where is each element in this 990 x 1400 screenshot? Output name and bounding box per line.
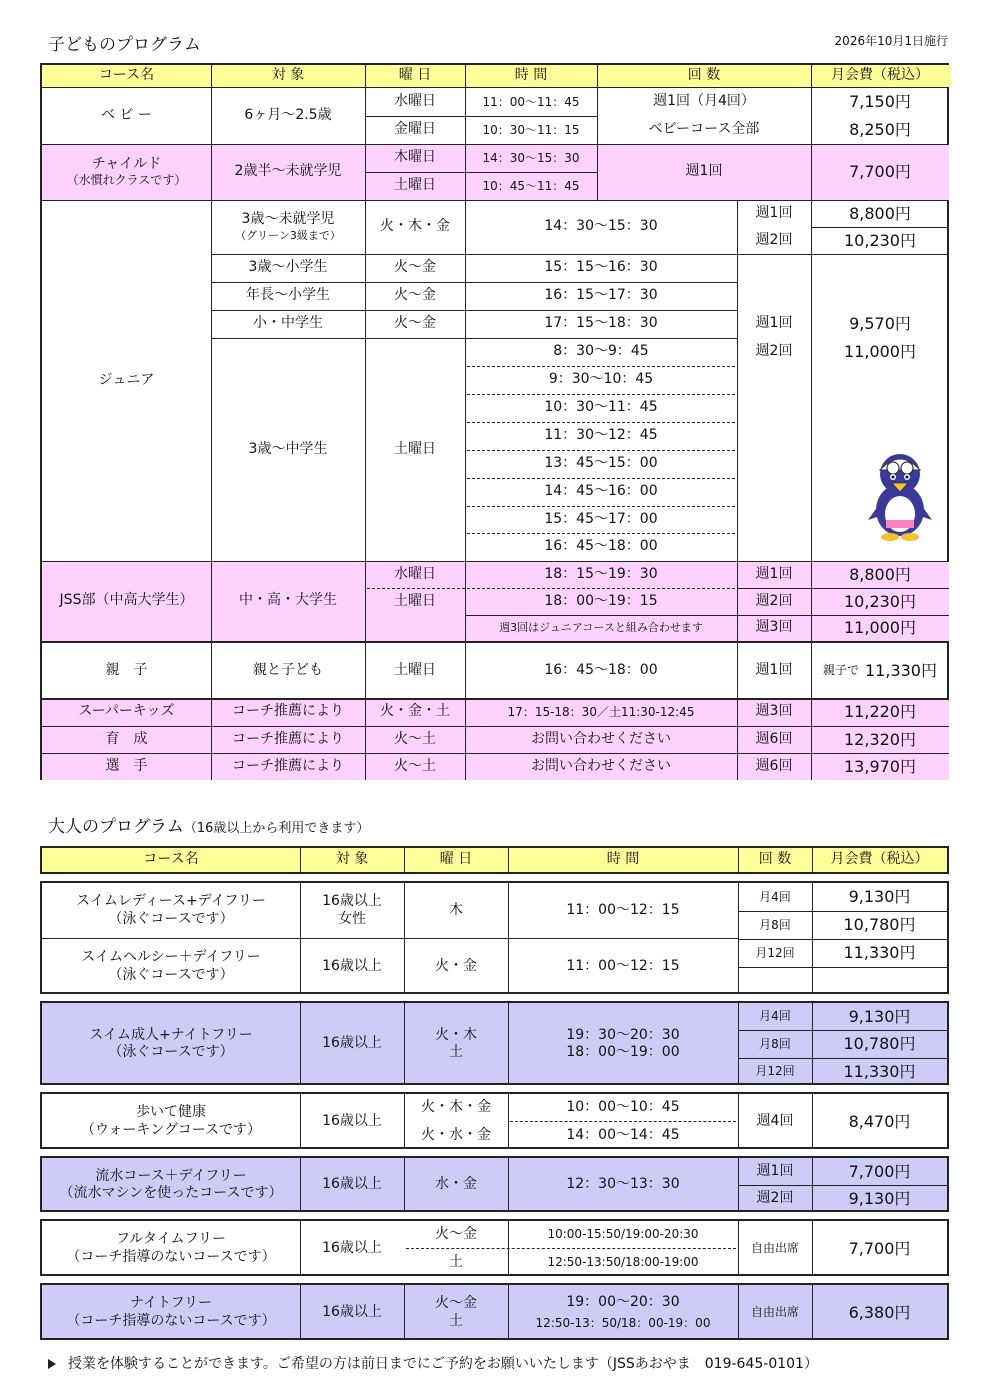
adult-day-group (40, 881, 949, 994)
junior-r1-target-main: 3歳～未就学児 (241, 211, 335, 228)
junior-count-2: 週2回 (755, 343, 793, 360)
jss-count-3: 週3回 (755, 619, 793, 636)
junior-r1-target-sub: （グリーン3級まで） (235, 228, 341, 242)
healthy-name-line1: スイムヘルシー＋デイフリー (81, 949, 261, 965)
adult-title-main: 大人のプログラム (48, 817, 184, 837)
adult-fulltime-group (40, 1219, 949, 1276)
jss-target: 中・高・大学生 (239, 592, 337, 609)
walk-day-1: 火・木・金 (421, 1098, 491, 1115)
junior-r2-day: 火～金 (394, 259, 436, 276)
junior-r1-target (211, 200, 365, 254)
baby-name: ベ ビ ー (101, 107, 152, 124)
ladies-target-line2: 女性 (338, 910, 366, 927)
junior-r4-time: 17：15～18：30 (544, 315, 658, 332)
super-time: 17：15-18：30／土11:30-12:45 (507, 704, 695, 719)
child-fee: 7,700円 (849, 162, 911, 181)
baby-target: 6ヶ月～2.5歳 (244, 107, 332, 124)
fulltime-day-2: 土 (449, 1253, 463, 1270)
junior-fee-1: 9,570円 (849, 314, 911, 333)
parent-count: 週1回 (755, 661, 793, 678)
night-target: 16歳以上 (322, 1035, 382, 1052)
senshu-count: 週6回 (755, 757, 793, 774)
night-time-line2: 18：00～19：00 (566, 1044, 680, 1060)
parent-target: 親と子ども (253, 661, 323, 678)
fulltime-name (42, 1221, 300, 1276)
junior-r1-fee-1: 8,800円 (849, 203, 911, 223)
adult-header-target: 対 象 (335, 851, 369, 868)
walk-time-2: 14：00～14：45 (566, 1126, 680, 1143)
jss-note: 週3回はジュニアコースと組み合わせます (499, 621, 703, 635)
day-fee-3: 11,330円 (843, 943, 916, 962)
fulltime-fee: 7,700円 (848, 1238, 911, 1258)
penguin-mascot-icon (860, 448, 940, 543)
night-count-2: 月8回 (759, 1036, 791, 1051)
walk-count: 週4回 (756, 1112, 794, 1129)
child-target: 2歳半～未就学児 (234, 163, 342, 180)
child-day-2: 土曜日 (394, 177, 436, 194)
baby-count-2: ベビーコース全部 (648, 121, 760, 138)
river-fee-1: 7,700円 (848, 1161, 911, 1181)
kids-table (40, 63, 949, 780)
fulltime-time-1: 10:00-15:50/19:00-20:30 (547, 1227, 699, 1241)
adult-night-group (40, 1001, 949, 1085)
day-fee-2: 10,780円 (843, 915, 916, 934)
jss-time-2: 18：00～19：15 (544, 592, 658, 609)
junior-r1-fee-2: 10,230円 (844, 230, 916, 250)
nightfree-time-line1: 19：00～20：30 (566, 1294, 680, 1311)
ikusei-count: 週6回 (755, 730, 793, 747)
ladies-name (42, 883, 300, 938)
adult-river-group (40, 1156, 949, 1212)
healthy-target: 16歳以上 (322, 957, 382, 974)
ladies-name-line2: （泳ぐコースです） (108, 910, 234, 927)
night-time (508, 1003, 738, 1085)
junior-r4-target: 小・中学生 (253, 315, 323, 332)
healthy-time: 11：00～12：15 (566, 957, 680, 974)
healthy-name (42, 939, 300, 994)
ladies-day: 木 (449, 901, 463, 918)
child-name-line1: チャイルド (91, 155, 162, 172)
adult-title-sub: （16歳以上から利用できます） (183, 821, 370, 836)
river-time: 12：30～13：30 (566, 1176, 680, 1193)
fulltime-time-2: 12:50-13:50/18:00-19:00 (547, 1255, 699, 1269)
junior-sat-time: 14：45～16：00 (544, 483, 658, 500)
adult-header-count: 回 数 (758, 851, 792, 868)
jss-fee-3: 11,000円 (844, 618, 916, 637)
night-fee-3: 11,330円 (843, 1061, 916, 1081)
river-fee-2: 9,130円 (848, 1188, 911, 1208)
junior-sat-time: 16：45～18：00 (544, 538, 658, 555)
jss-time-1: 18：15～19：30 (544, 565, 658, 582)
baby-day-2: 金曜日 (394, 121, 436, 138)
walk-time-1: 10：00～10：45 (566, 1098, 680, 1115)
jss-count-1: 週1回 (755, 565, 793, 582)
day-count-1: 月4回 (759, 889, 791, 904)
junior-r3-time: 16：15～17：30 (544, 287, 658, 304)
child-name-line2: （水慣れクラスです） (66, 173, 187, 188)
senshu-target: コーチ推薦により (232, 757, 344, 774)
junior-sat-time: 13：45～15：00 (544, 455, 658, 472)
senshu-day: 火～土 (394, 757, 436, 774)
night-name-line2: （泳ぐコースです） (108, 1044, 234, 1060)
jss-fee-1: 8,800円 (849, 564, 911, 584)
nightfree-time (508, 1285, 738, 1340)
junior-r1-count-2: 週2回 (755, 231, 793, 248)
header-count: 回 数 (687, 67, 721, 84)
nightfree-day (404, 1285, 508, 1340)
junior-r1-count-1: 週1回 (755, 204, 793, 221)
child-time-2: 10：45～11：45 (482, 178, 580, 193)
adult-header-day: 曜 日 (439, 851, 473, 868)
jss-day-2: 土曜日 (394, 592, 436, 609)
junior-r2-target: 3歳～小学生 (248, 259, 328, 276)
adult-header-fee: 月会費（税込） (830, 851, 929, 868)
child-count: 週1回 (685, 163, 723, 180)
night-day (404, 1003, 508, 1085)
nightfree-name-line1: ナイトフリー (129, 1295, 213, 1311)
night-name (42, 1003, 300, 1085)
day-count-3: 月12回 (755, 945, 795, 960)
night-fee-1: 9,130円 (848, 1006, 911, 1026)
junior-fee-2: 11,000円 (844, 342, 916, 361)
super-name: スーパーキッズ (78, 703, 175, 720)
super-count: 週3回 (755, 703, 793, 720)
parent-name: 親 子 (105, 661, 148, 678)
night-day-line1: 火・木 (435, 1026, 477, 1043)
junior-sat-time: 8：30～9：45 (553, 343, 649, 360)
walk-target: 16歳以上 (322, 1112, 382, 1129)
night-time-line1: 19：30～20：30 (566, 1026, 680, 1043)
parent-day: 土曜日 (394, 661, 436, 678)
ladies-name-line1: スイムレディース+デイフリー (76, 893, 266, 909)
parent-fee-prefix: 親子で (822, 663, 859, 677)
jss-name: JSS部（中高大学生） (59, 592, 194, 609)
senshu-name: 選 手 (105, 757, 148, 774)
junior-name: ジュニア (98, 371, 155, 388)
junior-count-1: 週1回 (755, 315, 793, 332)
nightfree-name-line2: （コーチ指導のないコースです） (66, 1312, 276, 1329)
junior-r4-day: 火～金 (394, 315, 436, 332)
ladies-target-line1: 16歳以上 (322, 893, 382, 909)
kids-title: 子どものプログラム (48, 35, 201, 55)
jss-day-1: 水曜日 (394, 565, 436, 582)
junior-r1-day: 火・木・金 (380, 218, 450, 235)
day-fee-1: 9,130円 (848, 887, 911, 906)
baby-count-1: 週1回（月4回） (653, 93, 755, 110)
night-name-line1: スイム成人+ナイトフリー (89, 1026, 253, 1043)
baby-fee-2: 8,250円 (849, 120, 911, 139)
effective-date: 2026年10月1日施行 (834, 34, 948, 48)
junior-r2-time: 15：15～16：30 (544, 259, 658, 276)
river-day: 水・金 (435, 1176, 477, 1193)
night-day-line2: 土 (449, 1044, 463, 1060)
bullet-triangle-icon (48, 1359, 56, 1369)
adult-header (40, 846, 949, 874)
adult-walk-group (40, 1092, 949, 1149)
child-time-1: 14：30～15：30 (482, 150, 580, 165)
nightfree-name (42, 1285, 300, 1340)
header-time: 時 間 (514, 67, 548, 84)
river-name-line2: （流水マシンを使ったコースです） (59, 1185, 283, 1201)
fulltime-target: 16歳以上 (322, 1239, 382, 1256)
ikusei-fee: 12,320円 (844, 729, 916, 749)
walk-name-line1: 歩いて健康 (136, 1104, 206, 1120)
junior-sat-time: 9：30～10：45 (548, 371, 654, 388)
river-name-line1: 流水コース＋デイフリー (95, 1167, 247, 1184)
healthy-day: 火・金 (435, 957, 477, 974)
child-day-1: 木曜日 (394, 149, 436, 166)
fulltime-name-line2: （コーチ指導のないコースです） (66, 1248, 276, 1265)
nightfree-target: 16歳以上 (322, 1303, 382, 1320)
adult-nightfree-group (40, 1283, 949, 1340)
nightfree-count: 自由出席 (750, 1305, 799, 1319)
river-name (42, 1158, 300, 1212)
nightfree-day-line2: 土 (449, 1312, 463, 1329)
night-count-1: 月4回 (759, 1009, 791, 1023)
senshu-fee: 13,970円 (844, 756, 916, 776)
baby-fee-1: 7,150円 (849, 92, 911, 111)
adult-title (48, 812, 369, 837)
river-count-2: 週2回 (756, 1189, 794, 1206)
night-fee-2: 10,780円 (843, 1034, 916, 1053)
parent-time: 16：45～18：00 (544, 661, 658, 678)
walk-name (42, 1094, 300, 1149)
parent-fee-cell (811, 643, 949, 698)
jss-count-2: 週2回 (755, 592, 793, 609)
super-fee: 11,220円 (844, 702, 916, 721)
junior-r3-day: 火～金 (394, 287, 436, 304)
fulltime-count: 自由出席 (750, 1241, 799, 1255)
ladies-target (300, 883, 404, 938)
night-count-3: 月12回 (755, 1064, 795, 1078)
junior-sat-time: 10：30～11：45 (544, 399, 658, 416)
junior-sat-target: 3歳～中学生 (248, 440, 328, 457)
header-target: 対 象 (271, 67, 305, 84)
jss-fee-2: 10,230円 (844, 591, 916, 611)
river-count-1: 週1回 (756, 1162, 794, 1179)
header-fee: 月会費（税込） (831, 67, 929, 84)
junior-r1-time: 14：30～15：30 (544, 218, 658, 235)
junior-sat-time: 11：30～12：45 (544, 427, 658, 444)
walk-day-2: 火・水・金 (421, 1126, 491, 1143)
parent-fee: 11,330円 (865, 660, 937, 680)
super-target: コーチ推薦により (232, 703, 344, 720)
super-day: 火・金・土 (380, 703, 450, 720)
ikusei-name: 育 成 (105, 730, 148, 747)
adult-header-time: 時 間 (606, 851, 640, 868)
junior-r3-target: 年長～小学生 (246, 287, 330, 304)
nightfree-fee: 6,380円 (848, 1302, 911, 1322)
day-count-2: 月8回 (759, 917, 791, 932)
header-course: コース名 (98, 67, 155, 84)
baby-time-1: 11：00～11：45 (482, 94, 580, 109)
ikusei-target: コーチ推薦により (232, 730, 344, 747)
junior-sat-time: 15：45～17：00 (544, 510, 658, 527)
footer-note (48, 1353, 818, 1373)
walk-fee: 8,470円 (848, 1111, 911, 1131)
fulltime-day-1: 火～金 (435, 1225, 477, 1242)
river-target: 16歳以上 (322, 1176, 382, 1193)
nightfree-time-line2: 12:50-13：50/18：00-19：00 (535, 1315, 711, 1330)
healthy-name-line2: （泳ぐコースです） (108, 966, 234, 983)
fulltime-name-line1: フルタイムフリー (115, 1231, 227, 1247)
nightfree-day-line1: 火～金 (435, 1295, 477, 1311)
ladies-time: 11：00～12：15 (566, 901, 680, 918)
walk-name-line2: （ウォーキングコースです） (80, 1121, 262, 1138)
baby-day-1: 水曜日 (394, 93, 436, 110)
header-day: 曜 日 (398, 67, 432, 84)
adult-header-course: コース名 (143, 851, 199, 868)
child-name (42, 144, 211, 200)
footer-text: 授業を体験することができます。ご希望の方は前日までにご予約をお願いいたします（JSSあおやま 019-645-0101） (68, 1356, 818, 1372)
baby-time-2: 10：30～11：15 (482, 122, 580, 137)
senshu-time: お問い合わせください (531, 757, 671, 774)
junior-sat-day: 土曜日 (394, 440, 436, 457)
ikusei-day: 火～土 (394, 730, 436, 747)
ikusei-time: お問い合わせください (531, 730, 671, 747)
